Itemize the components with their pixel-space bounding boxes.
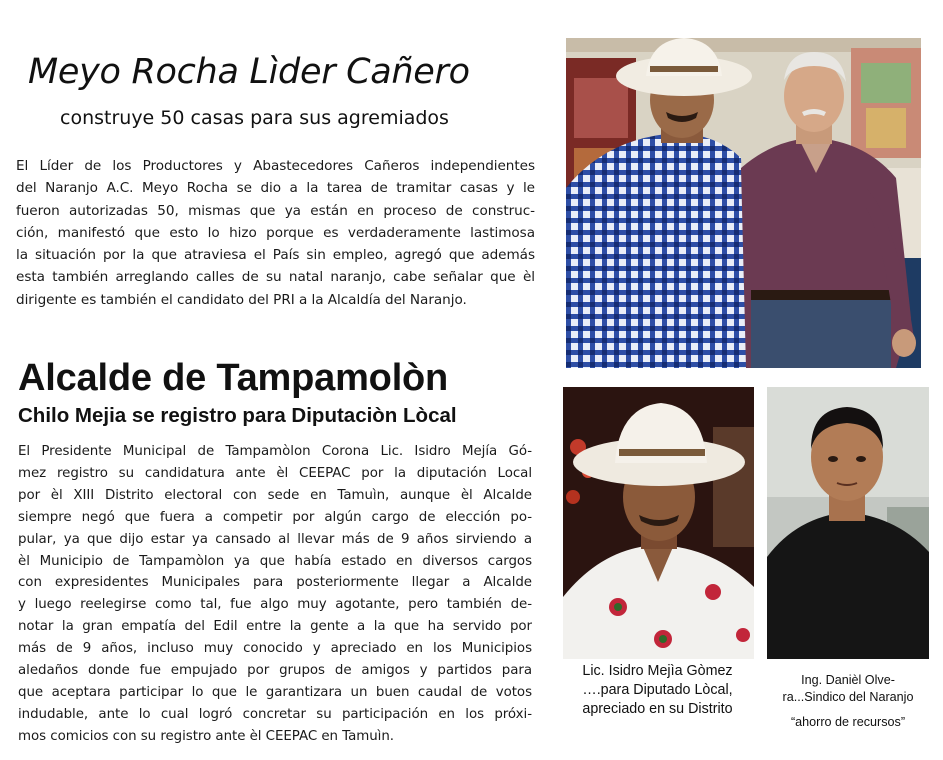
article2-body-line: notar la gran empatía del Edil entre la gente a la que ha servido por <box>18 619 532 635</box>
article2-body-line: mez registro su candidatura ante èl CEEPAC por la diputación Local <box>18 465 532 481</box>
photo-meyo-rocha-illustration <box>566 38 921 368</box>
article2-body-line: pular, ya que dijo estar ya cansado al llevar más de 9 años sirviendo a <box>18 531 532 547</box>
article2-title: Alcalde de Tampamolòn <box>18 357 449 399</box>
article1-body-line: la situación por la que atraviesa el País sin empleo, agregó que además <box>16 247 535 264</box>
photo-isidro-mejia <box>563 387 754 659</box>
article1-body-line: El Líder de los Productores y Abastecedores Cañeros independientes <box>16 158 535 174</box>
article2-body-line: y luego reelegirse como tal, fue algo muy agotante, pero también de- <box>18 597 532 613</box>
article1-body-line: dirigente es también el candidato del PRI a la Alcaldía del Naranjo. <box>16 291 467 308</box>
article1-body-line: del Naranjo A.C. Meyo Rocha se dio a la tarea de tramitar casas y le <box>16 180 535 197</box>
article1-body-line: esta también arreglando calles de su natal naranjo, cabe señalar que èl <box>16 269 535 286</box>
article2-body-line: siempre negó que fuera a competir por algún cargo de elección po- <box>18 509 532 525</box>
caption-line: ….para Diputado Lòcal, <box>582 682 733 698</box>
article1-body-line: fueron autorizadas 50, mismas que ya están en proceso de construc- <box>16 202 535 219</box>
caption-line: Lic. Isidro Mejìa Gòmez <box>582 663 733 679</box>
article2-body-line: mos comicios con su registro ante èl CEEPAC en Tamuìn. <box>18 728 394 744</box>
article2-subtitle: Chilo Mejia se registro para Diputaciòn Lòcal <box>18 404 457 427</box>
photo-daniel-olvera-caption <box>762 672 934 732</box>
article2-body-line: con expresidentes Municipales para posteriormente llegar a Alcalde <box>18 575 532 591</box>
article2-body-line: más de 9 años, incluso muy conocido y apreciado en los Municipios <box>18 641 532 657</box>
article2-body <box>18 441 532 748</box>
article2-body-line: indudable, ante lo cual logró concretar su participación en los próxi- <box>18 706 532 722</box>
caption-line: Ing. Danièl Olve- <box>801 673 895 687</box>
article2-body-line: aledaños donde fue empujado por grupos de amigos y partidos para <box>18 663 532 679</box>
photo-meyo-rocha <box>566 38 921 368</box>
caption-line: ra...Sindico del Naranjo <box>782 690 914 704</box>
photo-daniel-olvera <box>767 387 929 659</box>
article2-body-line: por èl XIII Distrito electoral con sede en Tamuìn, aunque èl Alcalde <box>18 487 532 503</box>
article2-body-line: èl Municipio de Tampamòlon ya que había estado en diversos cargos <box>18 553 532 569</box>
caption-line: “ahorro de recursos” <box>790 715 906 729</box>
photo-isidro-mejia-caption <box>560 662 755 719</box>
caption-line: apreciado en su Distrito <box>582 701 733 717</box>
article2-body-line: El Presidente Municipal de Tampamòlon Corona Lic. Isidro Mejía Gó- <box>18 444 532 459</box>
article1-body <box>16 155 535 311</box>
photo-isidro-mejia-illustration <box>563 387 754 659</box>
article1-body-line: ción, manifestó que esto lo hizo porque es verdaderamente lastimosa <box>16 224 535 241</box>
article1-title: Meyo Rocha Lìder Cañero <box>28 52 470 92</box>
photo-daniel-olvera-illustration <box>767 387 929 659</box>
article1-subtitle: construye 50 casas para sus agremiados <box>60 107 449 129</box>
article2-body-line: que aceptara participar lo que le garantizara un buen caudal de votos <box>18 684 532 700</box>
